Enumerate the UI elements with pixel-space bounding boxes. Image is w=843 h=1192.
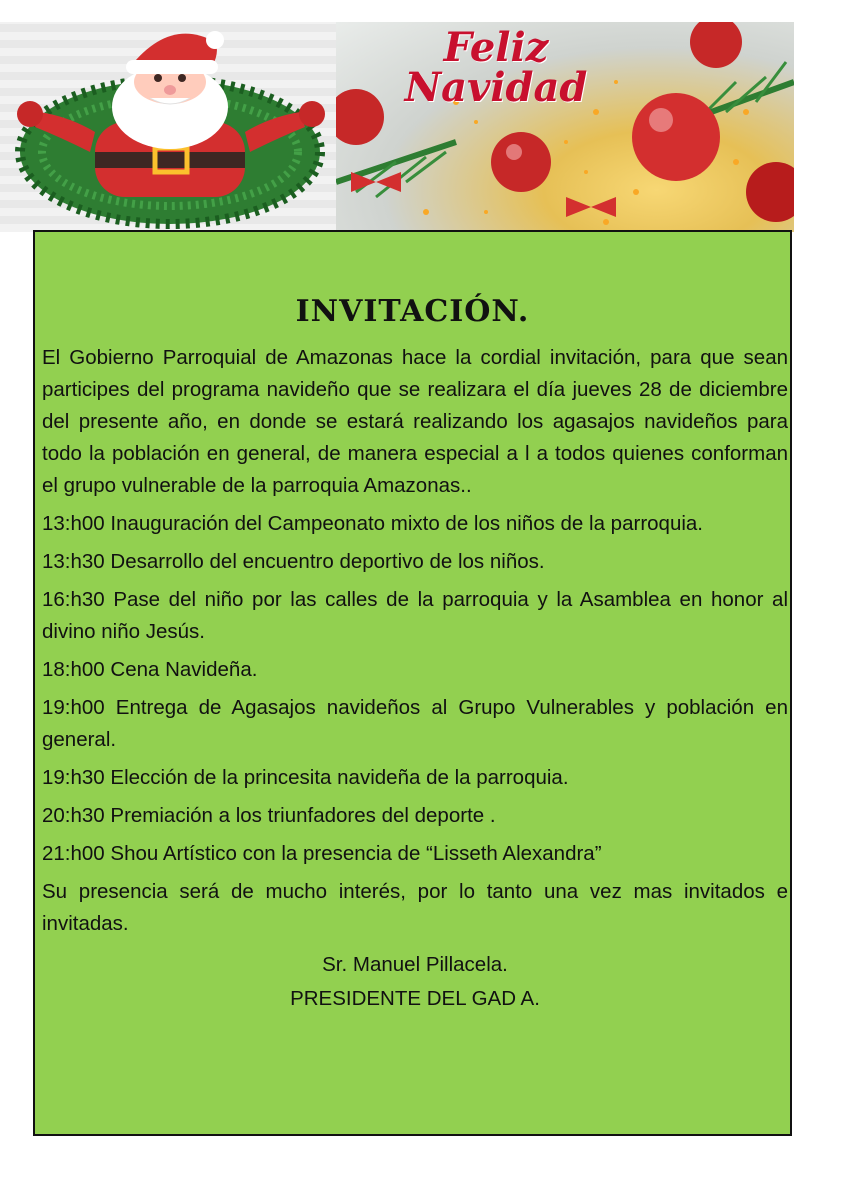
ornament-ball: [690, 22, 742, 68]
invitation-intro: El Gobierno Parroquial de Amazonas hace la cordial invitación, para que sean participes del programa navideño que se realizara el día jueves 28 de diciembre del presente año, en donde se estará realizando los agasajos navideños para todo la población en general, de manera especial a l a todos quienes conforman el grupo vulnerable de la parroquia Amazonas..: [42, 346, 788, 497]
santa-left-eye: [154, 74, 162, 82]
santa-nose: [164, 85, 176, 95]
feliz-navidad-title: Feliz Navidad: [404, 24, 588, 111]
schedule-item: 13:h00 Inauguración del Campeonato mixto de los niños de la parroquia.: [42, 512, 703, 535]
invitation-closing: Su presencia será de mucho interés, por lo tanto una vez mas invitados e invitadas.: [42, 880, 788, 935]
santa-right-eye: [178, 74, 186, 82]
schedule-item: 16:h30 Pase del niño por las calles de la parroquia y la Asamblea en honor al divino niño Jesús.: [42, 588, 788, 643]
santa-wreath-image: [0, 22, 337, 232]
ornament-ball: [491, 132, 551, 192]
schedule-item: 20:h30 Premiación a los triunfadores del deporte .: [42, 804, 496, 827]
signature-role: PRESIDENTE DEL GAD A.: [290, 987, 540, 1010]
santa-hat-brim: [126, 60, 218, 74]
santa-belt: [95, 152, 245, 168]
invitation-title: INVITACIÓN.: [295, 294, 530, 329]
schedule-item: 19:h00 Entrega de Agasajos navideños al Grupo Vulnerables y población en general.: [42, 696, 788, 751]
invitation-card: [33, 230, 792, 1136]
invitation-body: [42, 342, 788, 1016]
signature-block: [42, 948, 788, 1016]
santa-wreath-drawing: [0, 22, 337, 232]
schedule-item: 21:h00 Shou Artístico con la presencia de “Lisseth Alexandra”: [42, 842, 602, 865]
schedule-item: 19:h30 Elección de la princesita navideña de la parroquia.: [42, 766, 569, 789]
santa-left-glove: [17, 101, 43, 127]
feliz-navidad-banner: [336, 22, 794, 232]
ornament-highlight: [506, 144, 522, 160]
signature-name: Sr. Manuel Pillacela.: [322, 953, 508, 976]
santa-right-glove: [299, 101, 325, 127]
ornament-ball: [632, 93, 720, 181]
ornament-highlight: [649, 108, 673, 132]
ribbon-bow: [351, 172, 401, 192]
schedule-item: 18:h00 Cena Navideña.: [42, 658, 258, 681]
ribbon-bow: [566, 197, 616, 217]
ornament-ball: [746, 162, 794, 222]
schedule-item: 13:h30 Desarrollo del encuentro deportivo de los niños.: [42, 550, 545, 573]
santa-hat-pompom: [206, 31, 224, 49]
